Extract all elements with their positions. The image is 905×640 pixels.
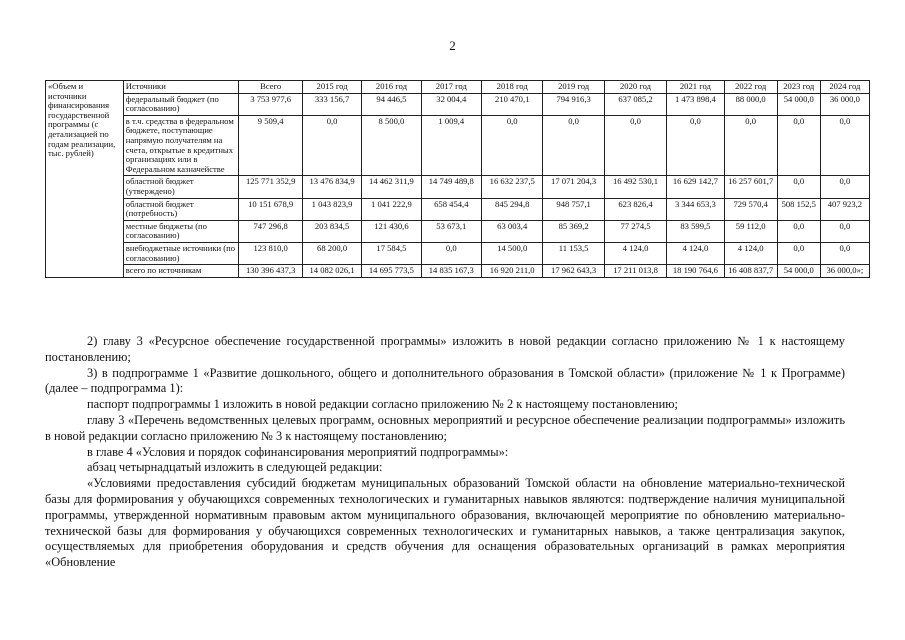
cell-value: 54 000,0 — [777, 93, 820, 115]
cell-value: 83 599,5 — [667, 220, 724, 242]
table-row — [46, 176, 870, 198]
row-source: областной бюджет (потребность) — [123, 198, 239, 220]
cell-value: 333 156,7 — [302, 93, 361, 115]
cell-value: 17 962 643,3 — [543, 265, 604, 278]
row-source: местные бюджеты (по согласованию) — [123, 220, 239, 242]
table-row — [46, 198, 870, 220]
cell-value: 16 629 142,7 — [667, 176, 724, 198]
cell-value: 0,0 — [820, 220, 869, 242]
cell-value: 623 826,4 — [604, 198, 666, 220]
cell-value: 16 920 211,0 — [482, 265, 543, 278]
row-source: внебюджетные источники (по согласованию) — [123, 242, 239, 264]
cell-value: 16 257 601,7 — [724, 176, 777, 198]
cell-value: 54 000,0 — [777, 265, 820, 278]
cell-value: 94 446,5 — [362, 93, 421, 115]
cell-value: 0,0 — [820, 176, 869, 198]
table-row — [46, 93, 870, 115]
cell-value: 1 473 898,4 — [667, 93, 724, 115]
cell-value: 36 000,0 — [820, 93, 869, 115]
cell-value: 17 211 013,8 — [604, 265, 666, 278]
header-year: 2018 год — [482, 81, 543, 94]
cell-value: 4 124,0 — [604, 242, 666, 264]
body-text — [45, 334, 845, 571]
cell-value: 794 916,3 — [543, 93, 604, 115]
cell-value: 0,0 — [482, 115, 543, 176]
table-row — [46, 115, 870, 176]
cell-value: 68 200,0 — [302, 242, 361, 264]
header-year: 2019 год — [543, 81, 604, 94]
cell-value: 4 124,0 — [724, 242, 777, 264]
paragraph: главу 3 «Перечень ведомственных целевых программ, основных мероприятий и ресурсное обеспечение реализации подпрограммы» изложить в новой редакции согласно приложению № 3 к настоящему постановлению; — [45, 412, 845, 443]
cell-value: 16 408 837,7 — [724, 265, 777, 278]
cell-value: 14 695 773,5 — [362, 265, 421, 278]
cell-value: 1 009,4 — [421, 115, 481, 176]
cell-value: 1 041 222,9 — [362, 198, 421, 220]
paragraph: паспорт подпрограммы 1 изложить в новой редакции согласно приложению № 2 к настоящему постановлению; — [87, 397, 678, 412]
paragraph: «Условиями предоставления субсидий бюджетам муниципальных образований Томской области на обновление материально-технической базы для формирования у обучающихся современных технологических и гуманитарных навыков являются: подтверждение наличия муниципальной программы, утвержденной нормативным правовым актом муниципального образования, включающей мероприятие по обновлению материально-технической базы для формирования у обучающихся современных технологических и гуманитарных навыков, а также централизация закупок, осуществляемых для приобретения оборудования и средств обучения для оснащения образовательных организаций в рамках мероприятия «Обновление — [45, 476, 845, 570]
cell-value: 0,0 — [820, 242, 869, 264]
cell-value: 32 004,4 — [421, 93, 481, 115]
cell-value: 3 344 653,3 — [667, 198, 724, 220]
header-year: 2022 год — [724, 81, 777, 94]
cell-value: 0,0 — [667, 115, 724, 176]
cell-value: 14 835 167,3 — [421, 265, 481, 278]
paragraph: 3) в подпрограмме 1 «Развитие дошкольного, общего и дополнительного образования в Томской области» (приложение № 1 к Программе) (далее – подпрограмма 1): — [45, 365, 845, 396]
header-total: Всего — [239, 81, 302, 94]
cell-value: 0,0 — [820, 115, 869, 176]
cell-value: 0,0 — [604, 115, 666, 176]
header-sources: Источники — [123, 81, 239, 94]
cell-value: 121 430,6 — [362, 220, 421, 242]
cell-value: 17 584,5 — [362, 242, 421, 264]
cell-value: 9 509,4 — [239, 115, 302, 176]
cell-value: 14 082 026,1 — [302, 265, 361, 278]
cell-value: 59 112,0 — [724, 220, 777, 242]
row-source: федеральный бюджет (по согласованию) — [123, 93, 239, 115]
cell-value: 1 043 823,9 — [302, 198, 361, 220]
cell-value: 16 492 530,1 — [604, 176, 666, 198]
row-source: всего по источникам — [123, 265, 239, 278]
cell-value: 17 071 204,3 — [543, 176, 604, 198]
table-total-row — [46, 265, 870, 278]
cell-value: 0,0 — [302, 115, 361, 176]
page-number: 2 — [449, 38, 456, 53]
table-title-cell: «Объем и источники финансирования государственной программы (с детализацией по годам реализации, тыс. рублей) — [46, 81, 124, 278]
cell-value: 4 124,0 — [667, 242, 724, 264]
table-header-row — [46, 81, 870, 94]
cell-value: 210 470,1 — [482, 93, 543, 115]
cell-value: 11 153,5 — [543, 242, 604, 264]
header-year: 2017 год — [421, 81, 481, 94]
cell-value: 53 673,1 — [421, 220, 481, 242]
cell-value: 14 500,0 — [482, 242, 543, 264]
financing-table — [45, 80, 870, 278]
paragraph: 2) главу 3 «Ресурсное обеспечение государственной программы» изложить в новой редакции согласно приложению № 1 к настоящему постановлению; — [45, 334, 845, 364]
cell-value: 747 296,8 — [239, 220, 302, 242]
paragraph: абзац четырнадцатый изложить в следующей редакции: — [87, 460, 383, 475]
cell-value: 8 500,0 — [362, 115, 421, 176]
header-year: 2015 год — [302, 81, 361, 94]
header-year: 2021 год — [667, 81, 724, 94]
header-year: 2024 год — [820, 81, 869, 94]
header-year: 2023 год — [777, 81, 820, 94]
row-source: в т.ч. средства в федеральном бюджете, поступающие напрямую получателям на счета, открытые в кредитных организациях или в Федеральном казначействе — [123, 115, 239, 176]
cell-value: 16 632 237,5 — [482, 176, 543, 198]
cell-value: 407 923,2 — [820, 198, 869, 220]
cell-value: 0,0 — [777, 242, 820, 264]
cell-value: 63 003,4 — [482, 220, 543, 242]
table-row — [46, 220, 870, 242]
cell-value: 203 834,5 — [302, 220, 361, 242]
cell-value: 88 000,0 — [724, 93, 777, 115]
table-row — [46, 242, 870, 264]
cell-value: 637 085,2 — [604, 93, 666, 115]
cell-value: 658 454,4 — [421, 198, 481, 220]
cell-value: 14 462 311,9 — [362, 176, 421, 198]
cell-value: 0,0 — [777, 115, 820, 176]
cell-value: 845 294,8 — [482, 198, 543, 220]
row-source: областной бюджет (утверждено) — [123, 176, 239, 198]
cell-value: 508 152,5 — [777, 198, 820, 220]
cell-value: 948 757,1 — [543, 198, 604, 220]
cell-value: 729 570,4 — [724, 198, 777, 220]
cell-value: 0,0 — [777, 220, 820, 242]
cell-value: 10 151 678,9 — [239, 198, 302, 220]
cell-value: 14 749 489,8 — [421, 176, 481, 198]
cell-value: 18 190 764,6 — [667, 265, 724, 278]
cell-value: 85 369,2 — [543, 220, 604, 242]
cell-value: 123 810,0 — [239, 242, 302, 264]
cell-value: 0,0 — [777, 176, 820, 198]
cell-value: 0,0 — [421, 242, 481, 264]
cell-value: 125 771 352,9 — [239, 176, 302, 198]
cell-value: 3 753 977,6 — [239, 93, 302, 115]
cell-value: 130 396 437,3 — [239, 265, 302, 278]
cell-value: 0,0 — [543, 115, 604, 176]
cell-value: 36 000,0»; — [820, 265, 869, 278]
header-year: 2020 год — [604, 81, 666, 94]
cell-value: 0,0 — [724, 115, 777, 176]
header-year: 2016 год — [362, 81, 421, 94]
cell-value: 13 476 834,9 — [302, 176, 361, 198]
cell-value: 77 274,5 — [604, 220, 666, 242]
paragraph: в главе 4 «Условия и порядок софинансирования мероприятий подпрограммы»: — [87, 444, 509, 459]
